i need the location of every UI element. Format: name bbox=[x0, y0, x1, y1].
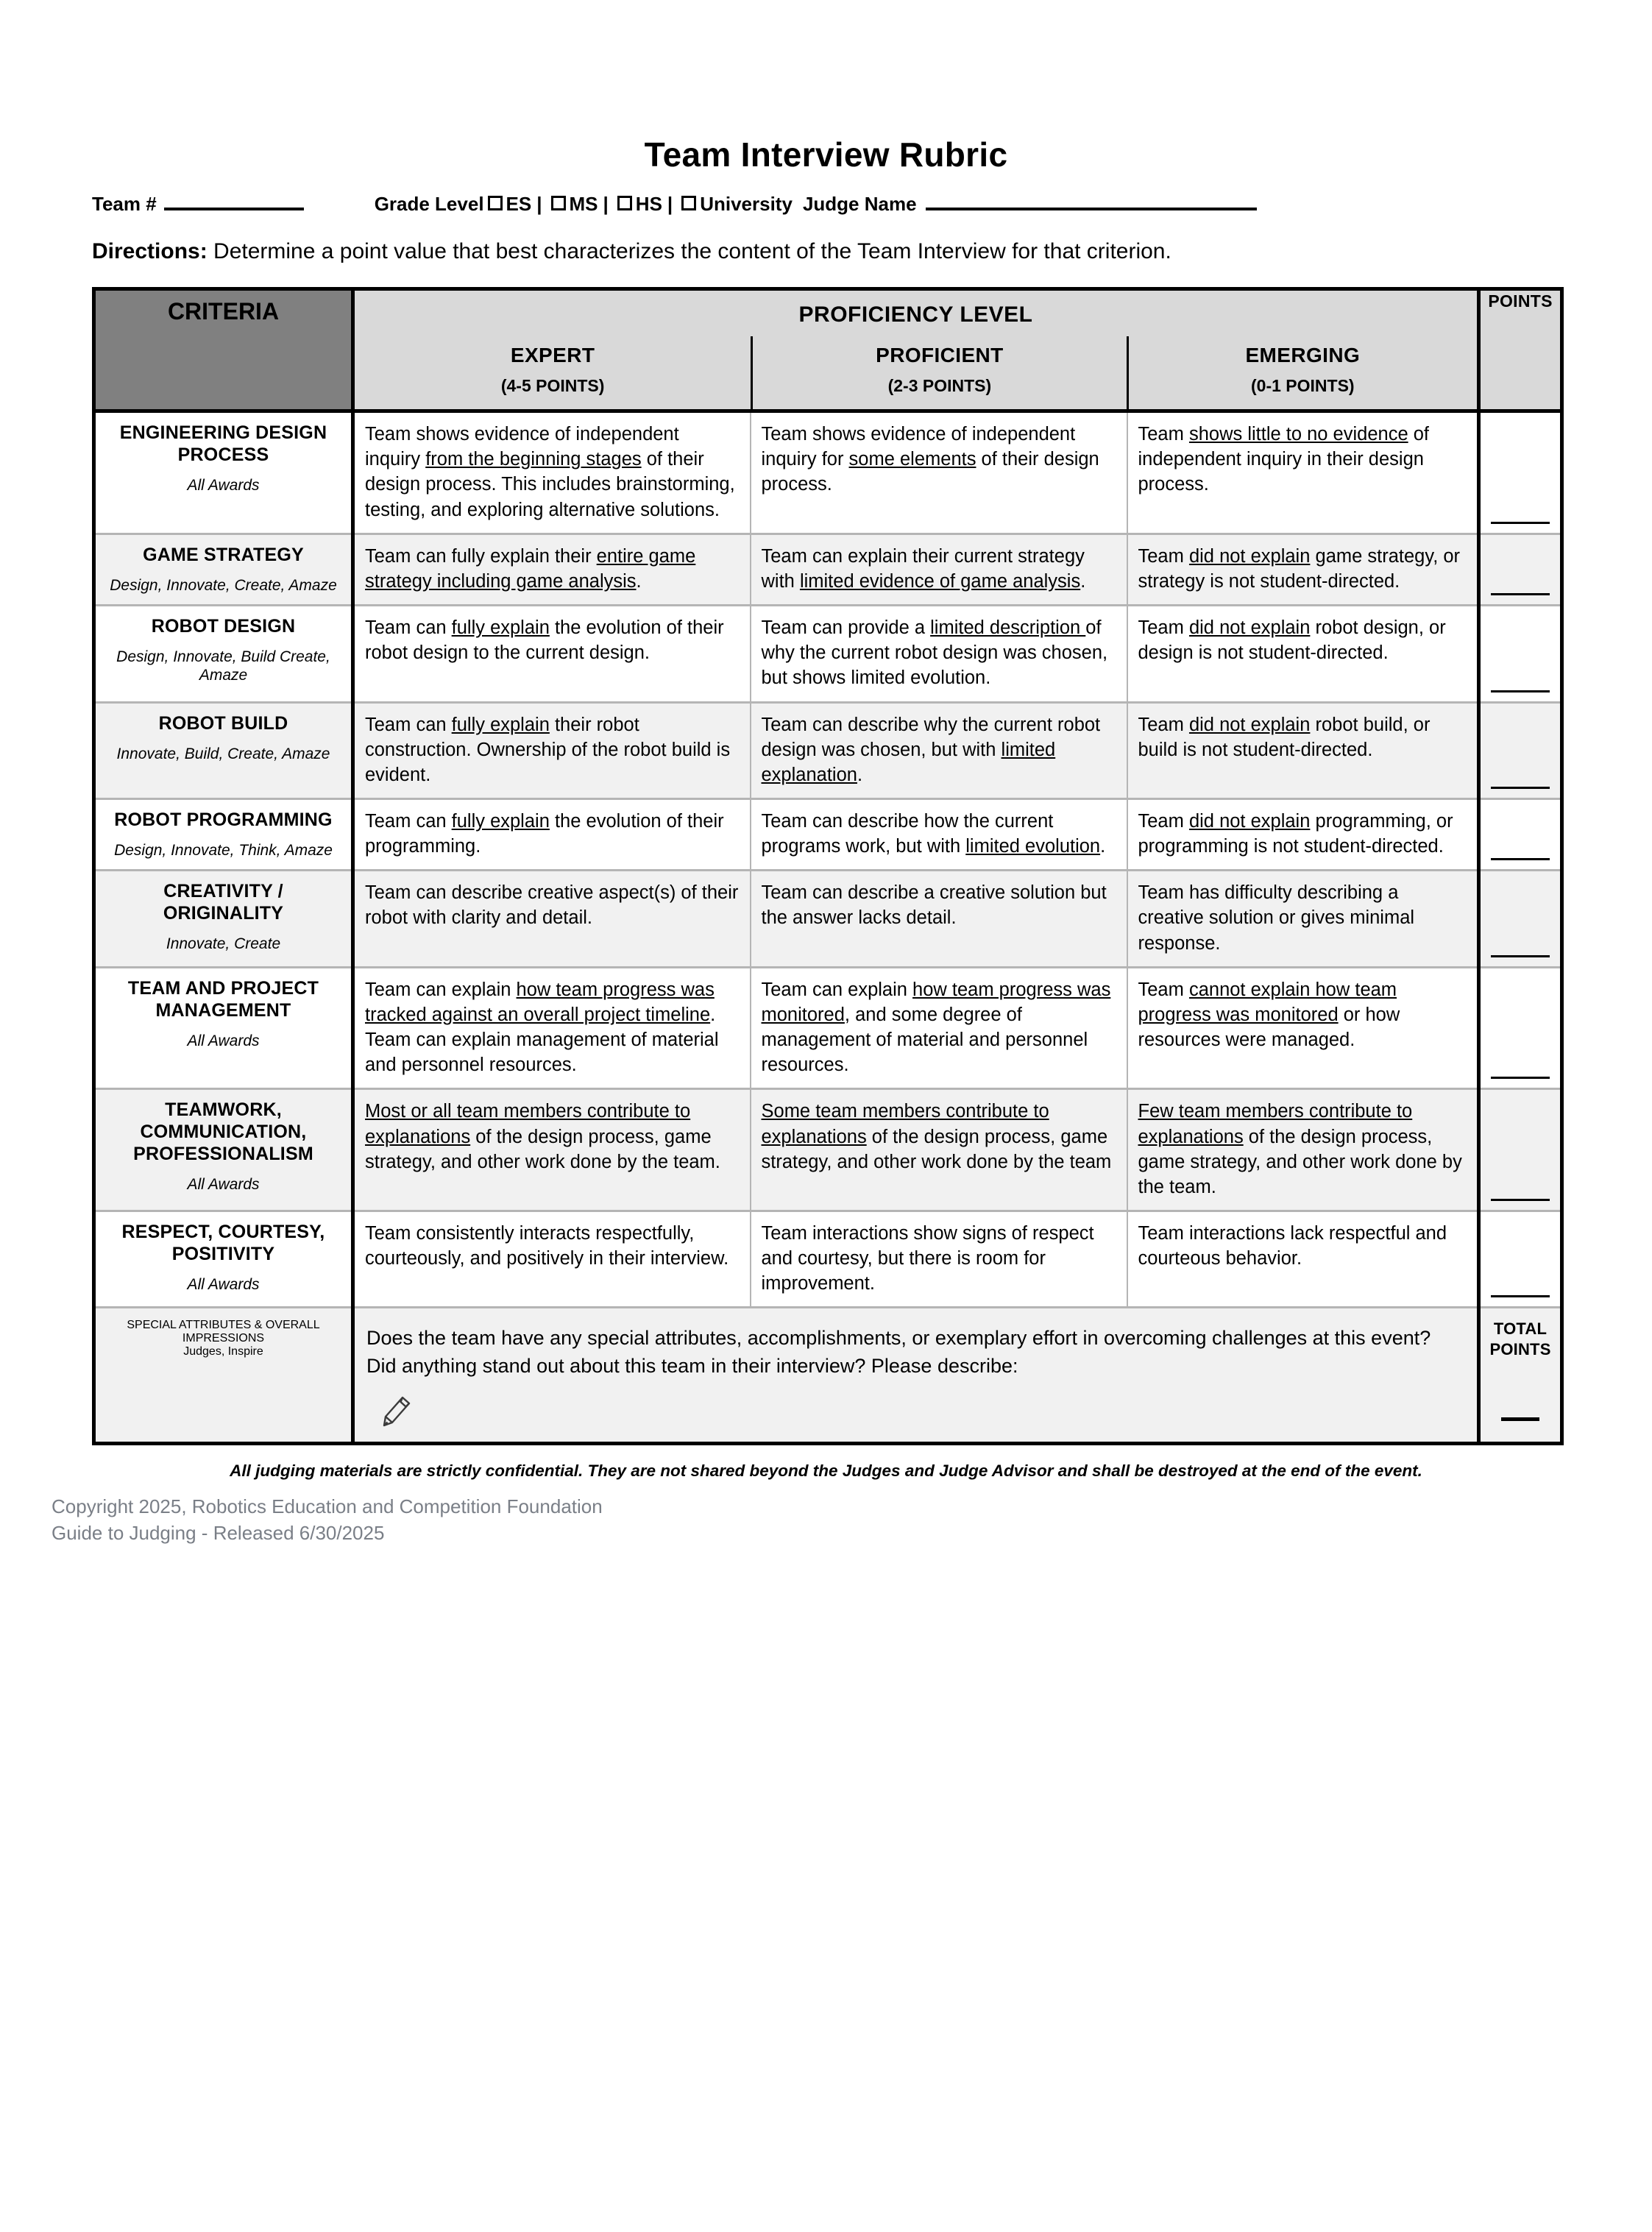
points-blank-line bbox=[1491, 1077, 1550, 1079]
header-criteria: CRITERIA bbox=[94, 289, 353, 411]
header-proficiency-level: PROFICIENCY LEVEL bbox=[798, 302, 1033, 327]
special-criterion-name: SPECIAL ATTRIBUTES & OVERALL IMPRESSIONS bbox=[127, 1319, 320, 1345]
proficiency-level-columns bbox=[355, 336, 1477, 409]
separator-3: | bbox=[667, 192, 673, 215]
points-blank-line bbox=[1491, 593, 1550, 595]
team-number-field[interactable] bbox=[164, 208, 304, 210]
level-name-expert: EXPERT bbox=[510, 344, 595, 367]
table-header-row bbox=[94, 289, 1562, 411]
criterion-cell bbox=[94, 1089, 353, 1211]
footer-copyright bbox=[52, 1494, 1560, 1547]
criterion-name: TEAMWORK, COMMUNICATION, PROFESSIONALISM bbox=[133, 1099, 313, 1165]
points-blank-line bbox=[1491, 1295, 1550, 1297]
criterion-awards: All Awards bbox=[187, 1276, 260, 1293]
points-blank-line bbox=[1491, 955, 1550, 957]
level-points-proficient: (2-3 POINTS) bbox=[887, 376, 992, 396]
descriptor-expert: Team can fully explain their robot construction. Ownership of the robot build is evident. bbox=[353, 702, 751, 798]
criterion-cell bbox=[94, 1211, 353, 1308]
checkbox-ms[interactable] bbox=[551, 196, 566, 210]
criterion-name: ROBOT BUILD bbox=[158, 712, 288, 734]
special-attributes-prompt: Does the team have any special attributes, accomplishments, or exemplary effort in overcoming challenges at this event? Did anything stand out about this team in their interview? Please describe: bbox=[366, 1327, 1431, 1377]
copyright-line: Copyright 2025, Robotics Education and Competition Foundation bbox=[52, 1495, 603, 1517]
descriptor-emerging: Team interactions lack respectful and courteous behavior. bbox=[1127, 1211, 1479, 1308]
points-input-cell[interactable] bbox=[1479, 606, 1562, 702]
rubric-table bbox=[92, 287, 1564, 1445]
descriptor-expert: Team can describe creative aspect(s) of their robot with clarity and detail. bbox=[353, 871, 751, 967]
criterion-awards: Innovate, Create bbox=[166, 935, 281, 953]
criterion-awards: All Awards bbox=[187, 1176, 260, 1194]
descriptor-proficient: Some team members contribute to explanations of the design process, game strategy, and other work done by the team bbox=[751, 1089, 1127, 1211]
table-row bbox=[94, 967, 1562, 1089]
header-points: POINTS bbox=[1479, 289, 1562, 411]
descriptor-expert: Team can fully explain the evolution of their robot design to the current design. bbox=[353, 606, 751, 702]
descriptor-expert: Team consistently interacts respectfully, courteously, and positively in their interview. bbox=[353, 1211, 751, 1308]
criterion-cell bbox=[94, 702, 353, 798]
identification-line bbox=[92, 193, 1560, 216]
points-blank-line bbox=[1491, 690, 1550, 692]
header-level-expert bbox=[355, 336, 751, 409]
points-blank-line bbox=[1491, 787, 1550, 789]
descriptor-proficient: Team can describe a creative solution but the answer lacks detail. bbox=[751, 871, 1127, 967]
table-row bbox=[94, 702, 1562, 798]
points-input-cell[interactable] bbox=[1479, 1089, 1562, 1211]
directions-label: Directions: bbox=[92, 238, 208, 263]
criterion-name: ROBOT DESIGN bbox=[151, 616, 296, 637]
points-input-cell[interactable] bbox=[1479, 411, 1562, 534]
team-number-label: Team # bbox=[92, 192, 157, 215]
criterion-cell bbox=[94, 534, 353, 605]
criterion-name: GAME STRATEGY bbox=[143, 544, 304, 565]
points-input-cell[interactable] bbox=[1479, 534, 1562, 605]
directions-text: Determine a point value that best characterizes the content of the Team Interview for that criterion. bbox=[207, 238, 1171, 263]
table-row bbox=[94, 871, 1562, 967]
descriptor-emerging: Team has difficulty describing a creative solution or gives minimal response. bbox=[1127, 871, 1479, 967]
rubric-body bbox=[94, 411, 1562, 1444]
table-row bbox=[94, 534, 1562, 605]
header-proficiency-group bbox=[353, 289, 1479, 411]
table-row bbox=[94, 1211, 1562, 1308]
descriptor-emerging: Team shows little to no evidence of independent inquiry in their design process. bbox=[1127, 411, 1479, 534]
judge-name-field[interactable] bbox=[926, 208, 1257, 210]
level-name-emerging: EMERGING bbox=[1245, 344, 1361, 367]
descriptor-expert: Most or all team members contribute to explanations of the design process, game strategy, and other work done by the team. bbox=[353, 1089, 751, 1211]
criterion-awards: All Awards bbox=[187, 477, 260, 495]
checkbox-university[interactable] bbox=[681, 196, 696, 210]
descriptor-proficient: Team interactions show signs of respect and courtesy, but there is room for improvement. bbox=[751, 1211, 1127, 1308]
criterion-name: ENGINEERING DESIGN PROCESS bbox=[119, 422, 327, 466]
special-criterion-cell bbox=[94, 1308, 353, 1444]
descriptor-proficient: Team can describe why the current robot design was chosen, but with limited explanation. bbox=[751, 702, 1127, 798]
level-points-expert: (4-5 POINTS) bbox=[500, 376, 605, 396]
special-attributes-row bbox=[94, 1308, 1562, 1444]
criterion-cell bbox=[94, 411, 353, 534]
criterion-cell bbox=[94, 871, 353, 967]
points-input-cell[interactable] bbox=[1479, 702, 1562, 798]
criterion-name: ROBOT PROGRAMMING bbox=[114, 809, 333, 830]
total-points-blank-line bbox=[1501, 1417, 1539, 1421]
grade-option-university: University bbox=[700, 192, 793, 215]
special-criterion-awards: Judges, Inspire bbox=[183, 1345, 263, 1358]
descriptor-emerging: Few team members contribute to explanations of the design process, game strategy, and other work done by the team. bbox=[1127, 1089, 1479, 1211]
grade-level-label: Grade Level bbox=[374, 192, 484, 215]
criterion-awards: Design, Innovate, Think, Amaze bbox=[114, 841, 333, 859]
criterion-name: CREATIVITY / ORIGINALITY bbox=[163, 881, 284, 924]
points-input-cell[interactable] bbox=[1479, 798, 1562, 870]
judge-name-label: Judge Name bbox=[802, 192, 917, 215]
points-blank-line bbox=[1491, 522, 1550, 524]
grade-option-es: ES bbox=[506, 192, 532, 215]
header-level-proficient bbox=[751, 336, 1126, 409]
points-input-cell[interactable] bbox=[1479, 871, 1562, 967]
table-row bbox=[94, 606, 1562, 702]
criterion-cell bbox=[94, 606, 353, 702]
descriptor-expert: Team can fully explain their entire game strategy including game analysis. bbox=[353, 534, 751, 605]
pencil-icon bbox=[378, 1392, 412, 1430]
grade-option-ms: MS bbox=[569, 192, 598, 215]
points-blank-line bbox=[1491, 858, 1550, 860]
grade-option-hs: HS bbox=[635, 192, 662, 215]
points-input-cell[interactable] bbox=[1479, 967, 1562, 1089]
criterion-cell bbox=[94, 967, 353, 1089]
descriptor-expert: Team can explain how team progress was tracked against an overall project timeline. Team can explain management of material and personnel resources. bbox=[353, 967, 751, 1089]
descriptor-emerging: Team did not explain robot build, or build is not student-directed. bbox=[1127, 702, 1479, 798]
criterion-awards: Design, Innovate, Build Create, Amaze bbox=[116, 648, 330, 684]
criterion-awards: Innovate, Build, Create, Amaze bbox=[116, 745, 330, 762]
total-points-label: TOTAL POINTS bbox=[1489, 1319, 1551, 1358]
descriptor-emerging: Team did not explain programming, or programming is not student-directed. bbox=[1127, 798, 1479, 870]
confidentiality-notice: All judging materials are strictly confidential. They are not shared beyond the Judges and Judge Advisor and shall be destroyed at the end of the event. bbox=[230, 1461, 1422, 1480]
criterion-name: RESPECT, COURTESY, POSITIVITY bbox=[121, 1222, 325, 1264]
descriptor-expert: Team can fully explain the evolution of their programming. bbox=[353, 798, 751, 870]
total-points-cell[interactable] bbox=[1479, 1308, 1562, 1444]
checkbox-es[interactable] bbox=[488, 196, 503, 210]
level-name-proficient: PROFICIENT bbox=[876, 344, 1004, 367]
descriptor-proficient: Team can explain their current strategy with limited evidence of game analysis. bbox=[751, 534, 1127, 605]
descriptor-proficient: Team shows evidence of independent inquiry for some elements of their design process. bbox=[751, 411, 1127, 534]
separator-1: | bbox=[536, 192, 542, 215]
criterion-name: TEAM AND PROJECT MANAGEMENT bbox=[127, 977, 319, 1021]
table-row bbox=[94, 1089, 1562, 1211]
checkbox-hs[interactable] bbox=[617, 196, 632, 210]
descriptor-emerging: Team did not explain game strategy, or strategy is not student-directed. bbox=[1127, 534, 1479, 605]
points-blank-line bbox=[1491, 1199, 1550, 1201]
special-attributes-response-area[interactable] bbox=[353, 1308, 1479, 1444]
release-line: Guide to Judging - Released 6/30/2025 bbox=[52, 1521, 385, 1544]
page-title: Team Interview Rubric bbox=[644, 135, 1008, 174]
criterion-awards: All Awards bbox=[187, 1032, 260, 1049]
directions bbox=[92, 238, 1560, 266]
table-row bbox=[94, 798, 1562, 870]
criterion-awards: Design, Innovate, Create, Amaze bbox=[110, 576, 337, 594]
descriptor-emerging: Team cannot explain how team progress was monitored or how resources were managed. bbox=[1127, 967, 1479, 1089]
level-points-emerging: (0-1 POINTS) bbox=[1251, 376, 1355, 396]
points-input-cell[interactable] bbox=[1479, 1211, 1562, 1308]
descriptor-expert: Team shows evidence of independent inquiry from the beginning stages of their design process. This includes brainstorming, testing, and exploring alternative solutions. bbox=[353, 411, 751, 534]
criterion-cell bbox=[94, 798, 353, 870]
descriptor-emerging: Team did not explain robot design, or design is not student-directed. bbox=[1127, 606, 1479, 702]
descriptor-proficient: Team can provide a limited description of why the current robot design was chosen, but shows limited evolution. bbox=[751, 606, 1127, 702]
descriptor-proficient: Team can explain how team progress was monitored, and some degree of management of material and personnel resources. bbox=[751, 967, 1127, 1089]
table-row bbox=[94, 411, 1562, 534]
descriptor-proficient: Team can describe how the current programs work, but with limited evolution. bbox=[751, 798, 1127, 870]
header-level-emerging bbox=[1127, 336, 1477, 409]
separator-2: | bbox=[603, 192, 609, 215]
